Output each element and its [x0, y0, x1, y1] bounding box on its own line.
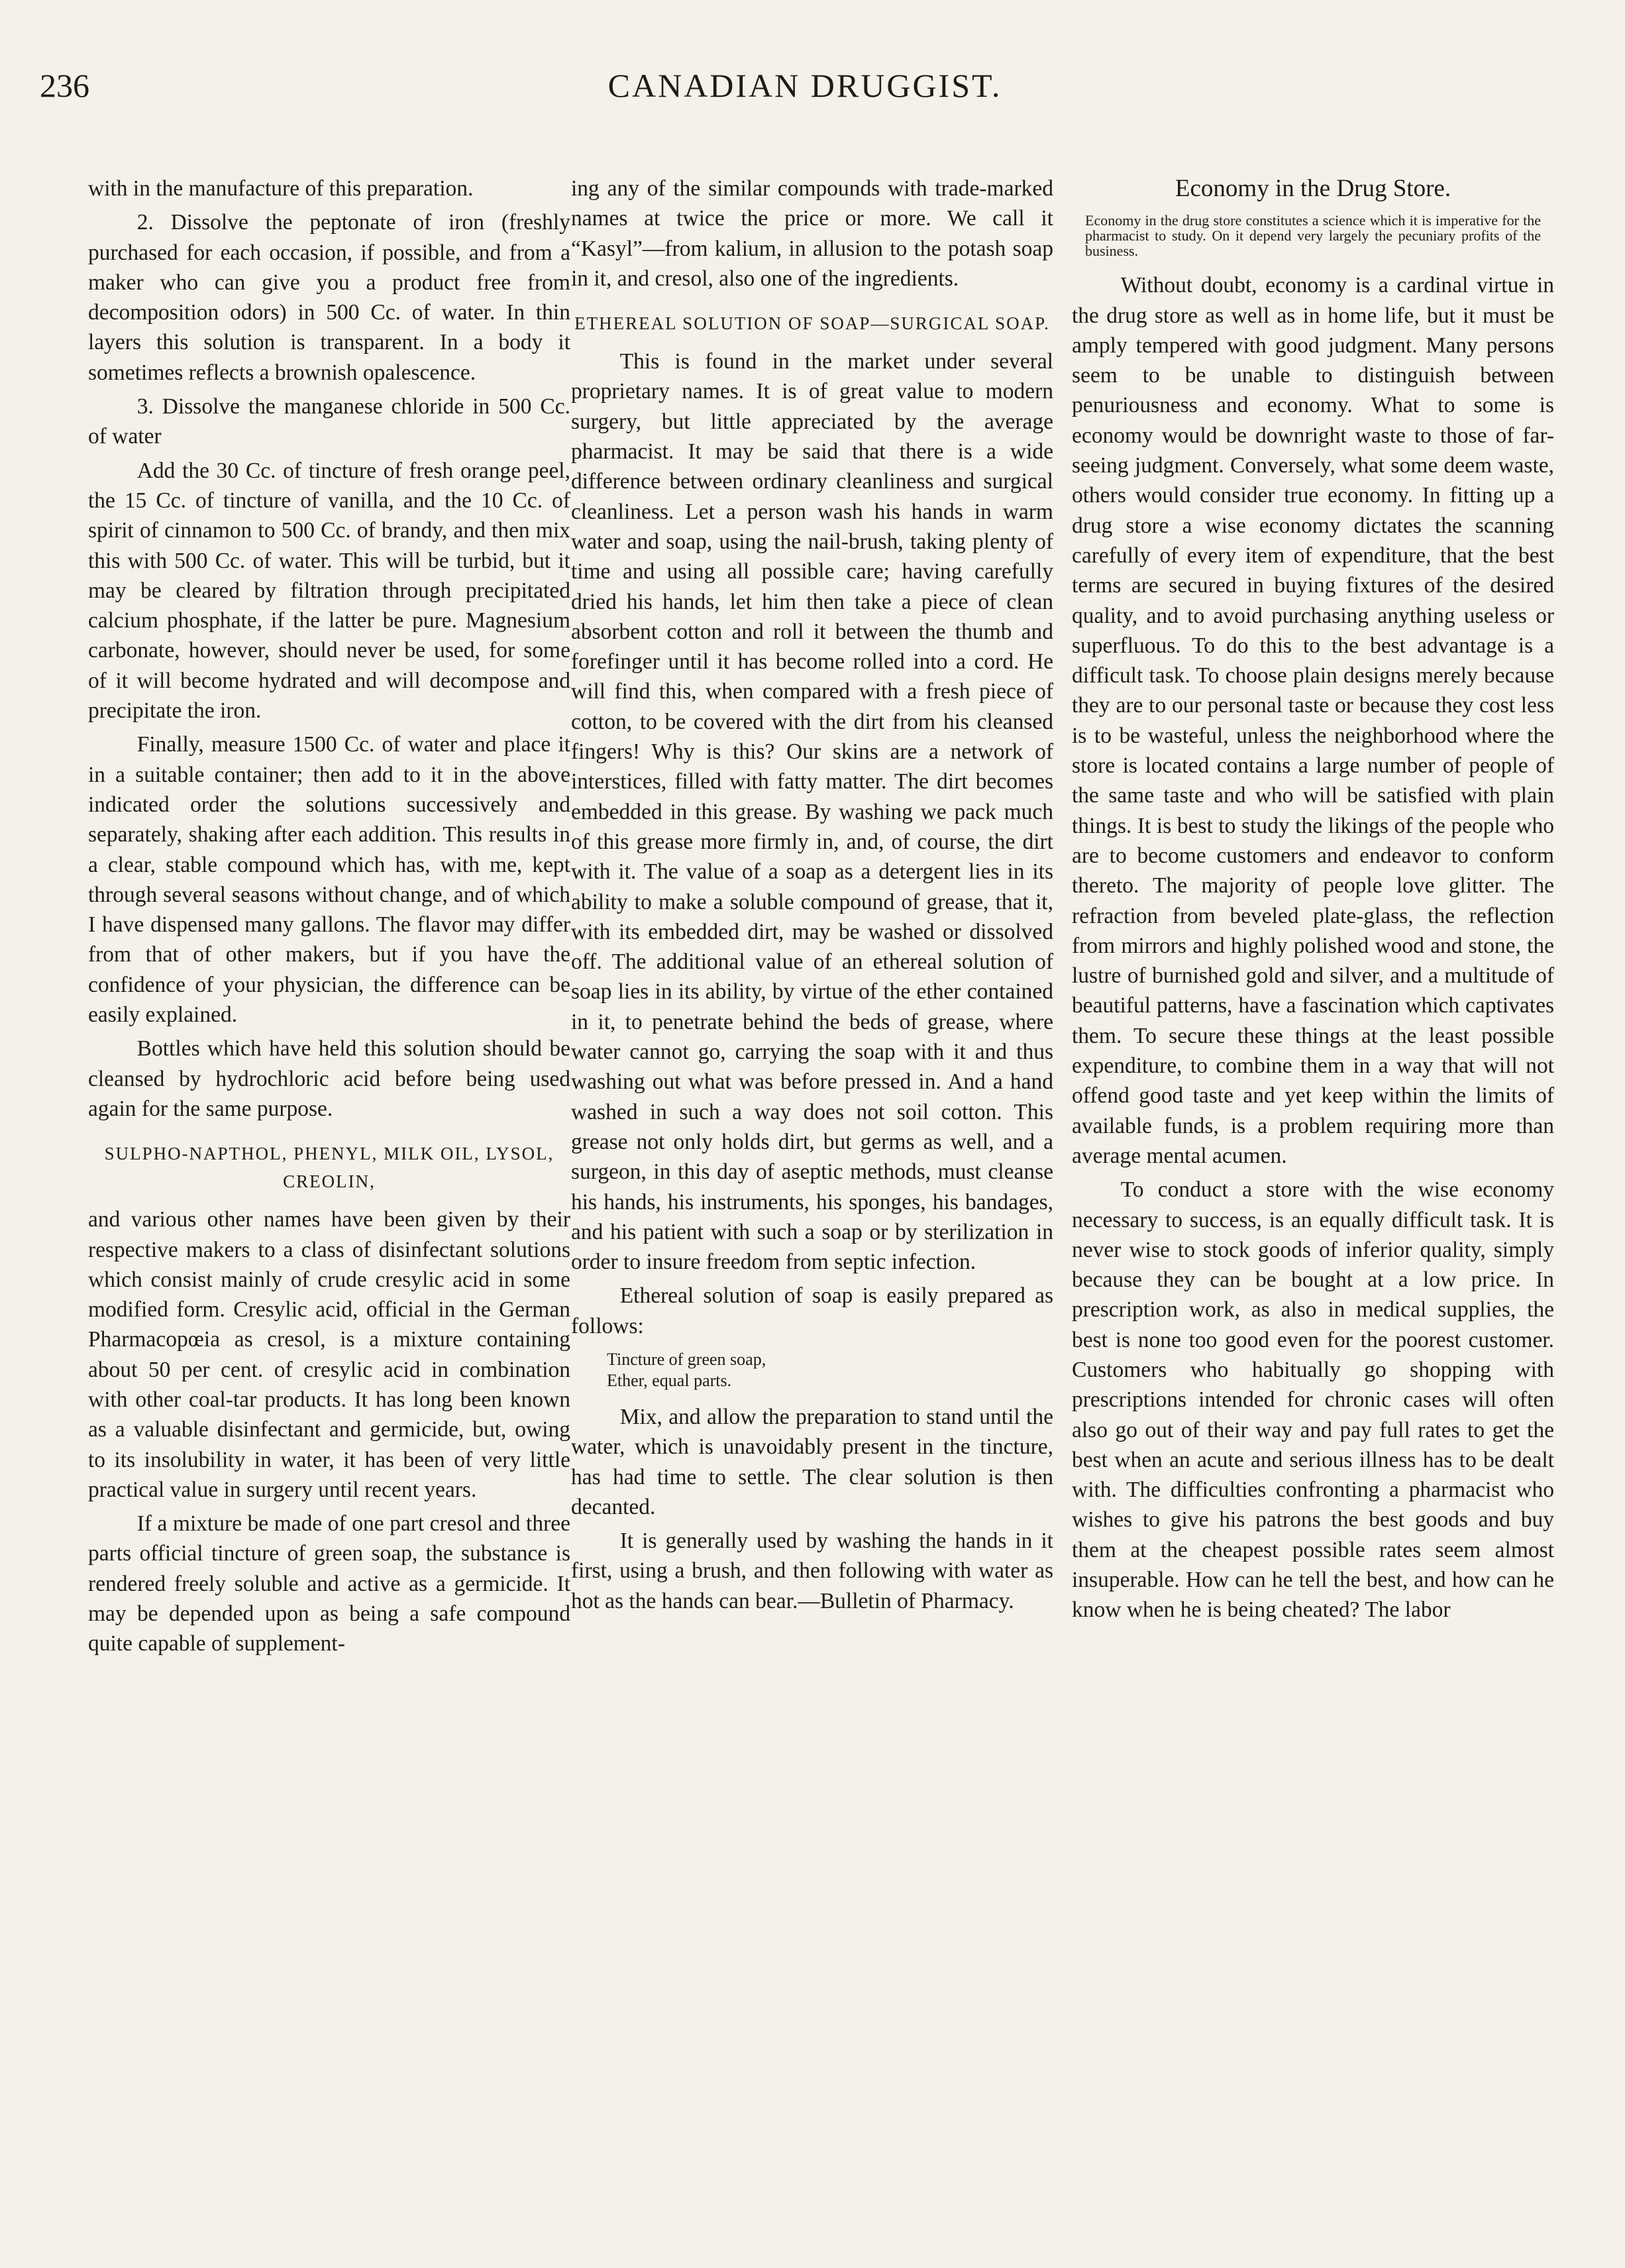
- paragraph: Finally, measure 1500 Cc. of water and place it in a suitable container; then add to it in the above indicated order the solutions successively and separately, shaking after each addition. This results in a clear, stable compound which has, with me, kept through several seasons without change, and of which I have dispensed many gallons. The flavor may differ from that of other makers, but if you have the confidence of your physician, the difference can be easily explained.: [88, 732, 570, 1028]
- page-header: [40, 66, 1570, 113]
- paragraph: To conduct a store with the wise economy necessary to success, is an equally difficult task. It is never wise to stock goods of inferior quality, simply because they can be bought at a low price. In prescription work, as also in medical supplies, the best is none too good even for the poorest customer. Customers who habitually go shopping with prescriptions intended for chronic cases will often also go out of their way and pay full rates to get the best when an acute and serious illness has to be dealt with. The difficulties confronting a pharmacist who wishes to give his patrons the best goods and buy them at the cheapest possible rates seem almost insuperable. How can he tell the best, and how can he know when he is being cheated? The labor: [1072, 1177, 1554, 1623]
- journal-title: CANADIAN DRUGGIST.: [607, 67, 1002, 104]
- formula-line: Tincture of green soap,: [607, 1349, 766, 1369]
- section-heading: SULPHO-NAPTHOL, PHENYL, MILK OIL, LYSOL, CREOLIN,: [104, 1144, 554, 1192]
- paragraph: It is generally used by washing the hands in it first, using a brush, and then following with water as hot as the hands can bear.—Bulletin of Pharmacy.: [571, 1529, 1053, 1613]
- paragraph: ing any of the similar compounds with trade-marked names at twice the price or more. We call it “Kasyl”—from kalium, in allusion to the potash soap in it, and cresol, also one of the ingredients.: [571, 176, 1053, 291]
- paragraph: This is found in the market under several proprietary names. It is of great value to modern surgery, but little appreciated by the average pharmacist. It may be said that there is a wide difference between ordinary cleanliness and surgical cleanliness. Let a person wash his hands in warm water and soap, using the nail-brush, taking plenty of time and using all possible care; having carefully dried his hands, let him then take a piece of clean absorbent cotton and roll it between the thumb and forefinger until it has become rolled into a cord. He will find this, when compared with a fresh piece of cotton, to be covered with the dirt from his cleansed fingers! Why is this? Our skins are a network of interstices, filled with fatty matter. The dirt becomes embedded in this grease. By washing we pack much of this grease more firmly in, and, of course, the dirt with it. The value of a soap as a detergent lies in its ability to make a soluble compound of grease, that it, with its embedded dirt, may be washed or dissolved off. The additional value of an ethereal solution of soap lies in its ability, by virtue of the ether contained in it, to penetrate behind the beds of grease, where water cannot go, carrying the soap with it and thus washing out what was before pressed in. And a hand washed in such a way does not soil cotton. This grease not only holds dirt, but germs as well, and a surgeon, in this day of aseptic methods, must cleanse his hands, his instruments, his sponges, his bandages, and his patient with such a soap or by sterilization in order to insure freedom from septic infection.: [571, 349, 1053, 1275]
- column-2: [571, 174, 1053, 1620]
- formula-line: Ether, equal parts.: [607, 1370, 732, 1390]
- paragraph: and various other names have been given by their respective makers to a class of disinfectant solutions which consist mainly of crude cresylic acid in some modified form. Cresylic acid, official in the German Pharmacopœia as cresol, is a mixture containing about 50 per cent. of cresylic acid in combination with other coal-tar products. It has long been known as a valuable disinfectant and germicide, but, owing to its insolubility in water, it has been of very little practical value in surgery until recent years.: [88, 1207, 570, 1502]
- formula: [607, 1349, 1053, 1391]
- paragraph: Without doubt, economy is a cardinal virtue in the drug store as well as in home life, but it must be amply tempered with good judgment. Many persons seem to be unable to distinguish between penuriousness and economy. What to some is economy would be downright waste to those of far-seeing judgment. Conversely, what some deem waste, others would consider true economy. In fitting up a drug store a wise economy dictates the scanning carefully of every item of expenditure, that the best terms are secured in buying fixtures of the desired quality, and to avoid purchasing anything useless or superfluous. To do this to the best advantage is a difficult task. To choose plain designs merely because they are to our personal taste or because they cost less is to be wasteful, unless the neighborhood where the store is located contains a large number of people of the same taste and who will be satisfied with plain things. It is best to study the likings of the people who are to become customers and endeavor to conform thereto. The majority of people love glitter. The refraction from beveled plate-glass, the reflection from mirrors and highly polished wood and stone, the lustre of burnished gold and silver, and a multitude of beautiful patterns, have a fascination which captivates them. To secure these things at the least possible expenditure, to combine them in a way that will not offend good taste and yet keep within the limits of available funds, is a problem requiring more than average mental acumen.: [1072, 273, 1554, 1168]
- page-number: 236: [40, 67, 89, 104]
- article-title: Economy in the Drug Store.: [1175, 175, 1451, 202]
- paragraph: If a mixture be made of one part cresol and three parts official tincture of green soap, the substance is rendered freely soluble and active as a germicide. It may be depended upon as being a safe compound quite capable of supplement-: [88, 1511, 570, 1656]
- paragraph: Ethereal solution of soap is easily prepared as follows:: [571, 1283, 1053, 1338]
- paragraph: with in the manufacture of this preparation.: [88, 176, 474, 201]
- article-summary: Economy in the drug store constitutes a science which it is imperative for the pharmacist to study. On it depend very largely the pecuniary profits of the business.: [1085, 212, 1541, 260]
- section-heading: ETHEREAL SOLUTION OF SOAP—SURGICAL SOAP.: [574, 313, 1050, 334]
- paragraph: Add the 30 Cc. of tincture of fresh orange peel, the 15 Cc. of tincture of vanilla, and the 10 Cc. of spirit of cinnamon to 500 Cc. of brandy, and then mix this with 500 Cc. of water. This will be turbid, but it may be cleared by filtration through precipitated calcium phosphate, if the latter be pure. Magnesium carbonate, however, should never be used, for some of it will become hydrated and will decompose and precipitate the iron.: [88, 458, 570, 724]
- paragraph: 2. Dissolve the peptonate of iron (freshly purchased for each occasion, if possible, and from a maker who can give you a product free from decomposition odors) in 500 Cc. of water. In thin layers this solution is transparent. In a body it sometimes reflects a brownish opalescence.: [88, 210, 570, 385]
- paragraph: 3. Dissolve the manganese chloride in 500 Cc. of water: [88, 394, 570, 449]
- paragraph: Mix, and allow the preparation to stand until the water, which is unavoidably present in the tincture, has had time to settle. The clear solution is then decanted.: [571, 1404, 1053, 1519]
- column-3: [1072, 174, 1554, 1629]
- paragraph: Bottles which have held this solution should be cleansed by hydrochloric acid before being used again for the same purpose.: [88, 1036, 570, 1121]
- column-1: [88, 174, 570, 1663]
